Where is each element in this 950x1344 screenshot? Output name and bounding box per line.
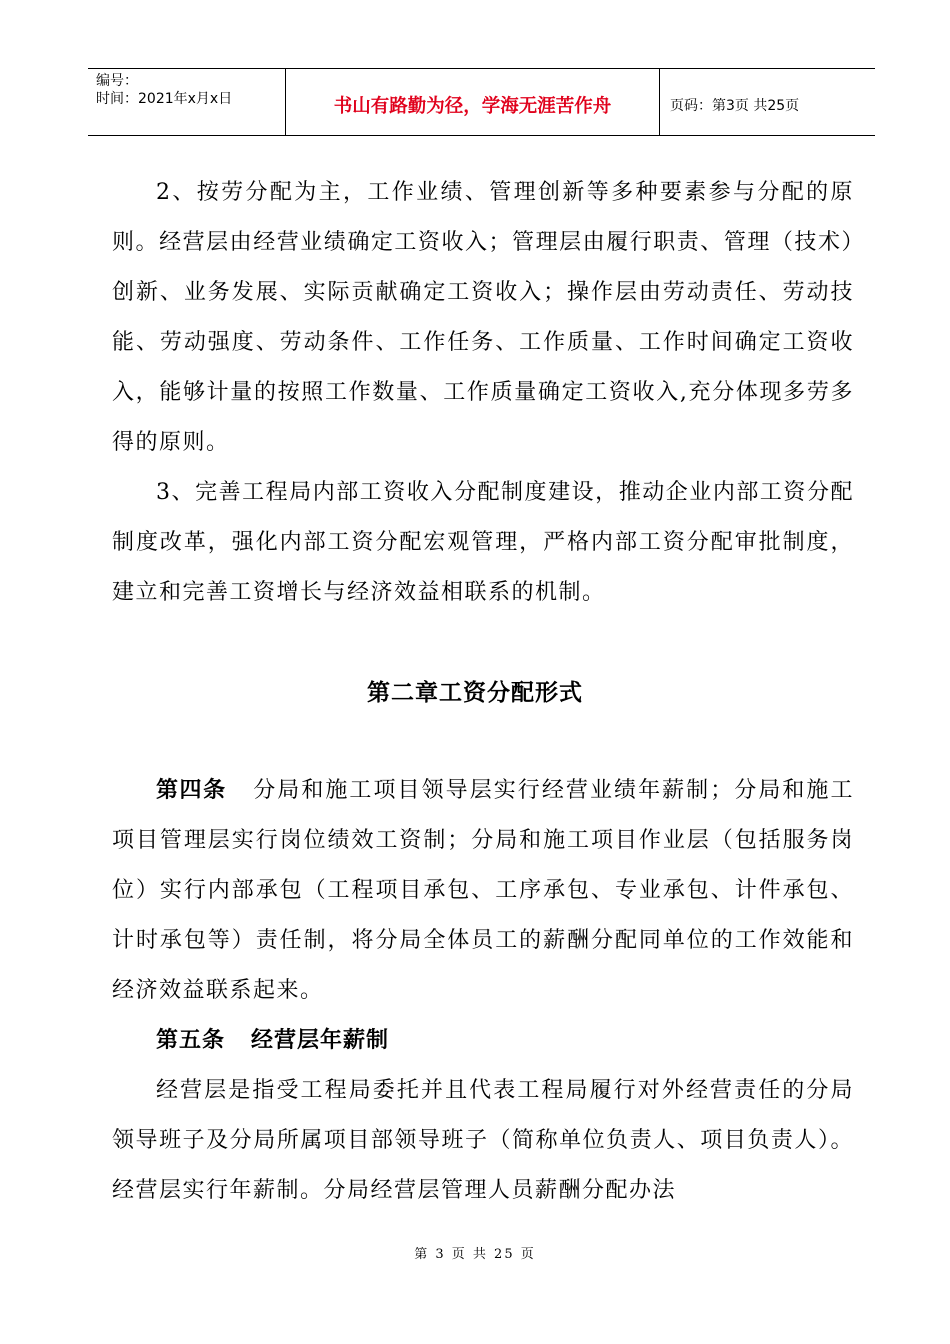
document-body-bottom bbox=[112, 766, 854, 1216]
paragraph-principle-2: 2、按劳分配为主，工作业绩、管理创新等多种要素参与分配的原则。经营层由经营业绩确定工资收入；管理层由履行职责、管理（技术）创新、业务发展、实际贡献确定工资收入；操作层由劳动责任、劳动技能、劳动强度、劳动条件、工作任务、工作质量、工作时间确定工资收入，能够计量的按照工作数量、工作质量确定工资收入,充分体现多劳多得的原则。 bbox=[112, 180, 854, 455]
article-5-title: 经营层年薪制 bbox=[251, 1028, 390, 1053]
document-number-label: 编号： bbox=[96, 73, 138, 89]
document-body-top bbox=[112, 168, 854, 618]
document-time-label: 时间：2021年x月x日 bbox=[96, 91, 233, 107]
paragraph-principle-3: 3、完善工程局内部工资收入分配制度建设，推动企业内部工资分配制度改革，强化内部工资分配宏观管理，严格内部工资分配审批制度，建立和完善工资增长与经济效益相联系的机制。 bbox=[112, 480, 854, 605]
header-motto: 书山有路勤为径，学海无涯苦作舟 bbox=[286, 69, 660, 135]
chapter-title: 第二章工资分配形式 bbox=[367, 680, 583, 706]
article-5-text: 经营层是指受工程局委托并且代表工程局履行对外经营责任的分局领导班子及分局所属项目部领导班子（简称单位负责人、项目负责人）。经营层实行年薪制。分局经营层管理人员薪酬分配办法 bbox=[112, 1078, 854, 1203]
header-meta bbox=[88, 69, 286, 135]
article-5-heading bbox=[112, 1016, 854, 1066]
article-4-text: 分局和施工项目领导层实行经营业绩年薪制；分局和施工项目管理层实行岗位绩效工资制；分局和施工项目作业层（包括服务岗位）实行内部承包（工程项目承包、工序承包、专业承包、计件承包、计时承包等）责任制，将分局全体员工的薪酬分配同单位的工作效能和经济效益联系起来。 bbox=[112, 778, 854, 1003]
header-page-code: 页码：第3页 共25页 bbox=[670, 98, 800, 114]
article-4-label: 第四条 bbox=[156, 778, 227, 803]
article-5-label: 第五条 bbox=[156, 1028, 226, 1053]
article-4 bbox=[112, 766, 854, 1016]
page-header bbox=[88, 68, 875, 136]
page-footer: 第 3 页 共 25 页 bbox=[414, 1247, 536, 1262]
